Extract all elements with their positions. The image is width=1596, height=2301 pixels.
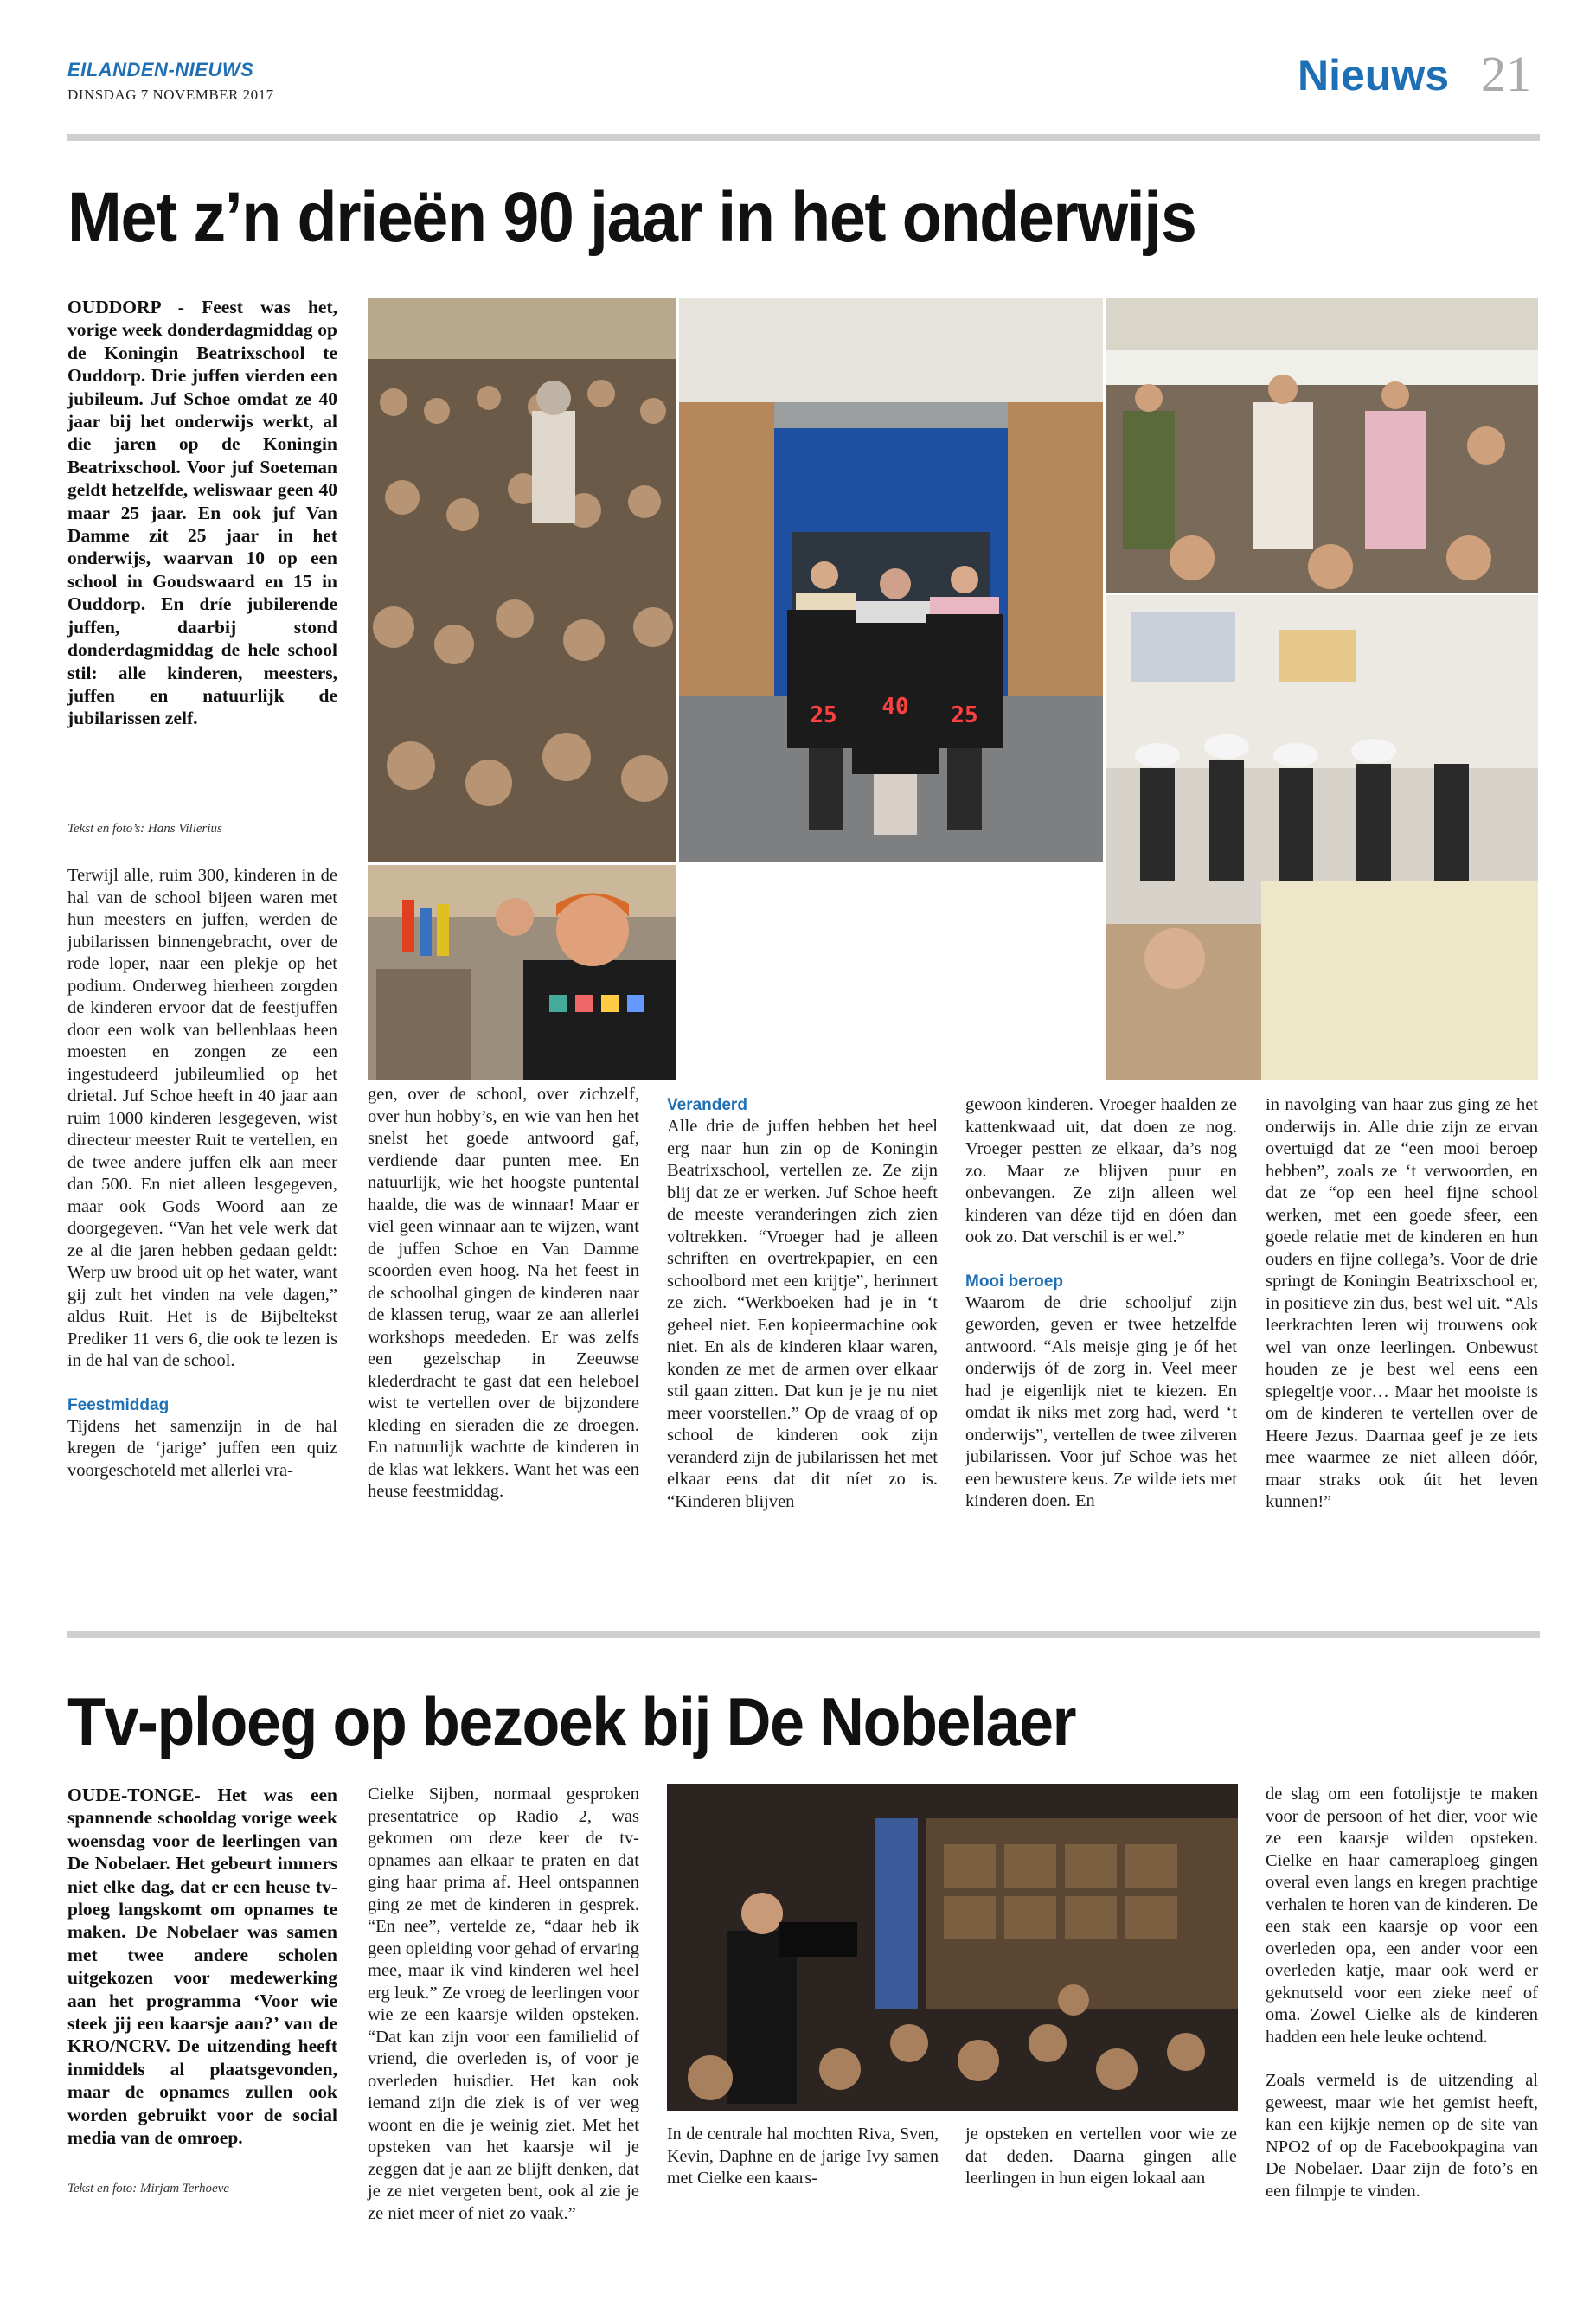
photo-hall-crowd-left — [368, 298, 676, 862]
photo-hall-celebration-right — [1106, 298, 1538, 593]
article1-subhead-mooi-beroep: Mooi beroep — [965, 1272, 1063, 1291]
article2-column-2 — [368, 1784, 639, 2225]
apron-number-right: 25 — [951, 702, 978, 728]
article2-col4-text: je opsteken en vertellen voor wie ze dat deden. Daarna gingen alle leerlingen in hun eigen lokaal aan — [965, 2125, 1237, 2188]
issue-date: DINSDAG 7 NOVEMBER 2017 — [67, 87, 274, 103]
article1-subhead-veranderd: Veranderd — [667, 1096, 747, 1114]
article2-column-5 — [1266, 1784, 1538, 2202]
header-divider — [67, 134, 1540, 141]
article1-col4-text: gewoon kinderen. Vroeger haalden ze kattenkwaad uit, dat doen ze nog. Vroeger pestten ze elkaar, da’s nog zo. Maar ze blijven puur en onbevangen. Ze zijn alleen wel kinderen van déze tijd en dóen dan ook zo. Dat verschil is er wel.” — [965, 1095, 1237, 1247]
article2-col2-text: Cielke Sijben, normaal gesproken presentatrice op Radio 2, was gekomen om deze keer de tv-opnames aan elkaar te praten en dat ging haar prima af. Heel ontspannen ging ze met de kinderen in gesprek. “En nee”, vertelde ze, “daar heb ik geen opleiding voor gehad of ervaring mee, maar ik vind kinderen wel heel erg leuk.” Ze vroeg de leerlingen voor wie ze een kaarsje wilden opsteken. “Dat kan zijn voor een familielid of vriend, die overleden is, of voor je overleden huisdier. Het kan ook iemand zijn die ziek is of ver weg woont en die je weinig ziet. Met het opsteken van het kaarsje wil je zeggen dat je aan ze blijft denken, dat je ze niet vergeten bent, ook al zie je ze niet meer of niet zo vaak.” — [368, 1785, 639, 2223]
article1-lead: OUDDORP - Feest was het, vorige week donderdagmiddag op de Koningin Beatrixschool te Ouddorp. Drie juffen vierden een jubileum. Juf Schoe omdat ze 40 jaar bij het onderwijs werkt, al die jaren op de Koningin Beatrixschool. Voor juf Soeteman geldt hetzelfde, weliswaar geen 40 maar 25 jaar. En ook juf Van Damme zit 25 jaar in het onderwijs, waarvan 10 op een school in Goudswaard en 15 in Ouddorp. En dríe jubilerende juffen, daarbij stond donderdagmiddag de hele school stil: alle kinderen, meesters, juffen en natuurlijk de jubilarissen zelf. — [67, 297, 337, 729]
article1-column-5 — [1266, 1094, 1538, 1514]
article1-column-2 — [368, 1084, 639, 1503]
article1-subhead-feestmiddag: Feestmiddag — [67, 1395, 170, 1414]
article1-credit: Tekst en foto’s: Hans Villerius — [67, 822, 222, 836]
article2-credit: Tekst en foto: Mirjam Terhoeve — [67, 2182, 229, 2195]
page-number: 21 — [1481, 46, 1531, 102]
article2-lead: OUDE-TONGE- Het was een spannende schooldag vorige week woensdag voor de leerlingen van De Nobelaer. Het gebeurt immers niet elke dag, dat er een heuse tv-ploeg langskomt om opnames te maken. De Nobelaer was samen met twee andere scholen uitgekozen voor medewerking aan het programma ‘Voor wie steek jij een kaarsje aan?’ van de KRO/NCRV. De uitzending heeft inmiddels al plaatsgevonden, maar de opnames zullen ook worden gebruikt voor de social media van de omroep. — [67, 1785, 337, 2149]
apron-number-left: 25 — [810, 702, 837, 728]
article-divider — [67, 1631, 1540, 1638]
masthead-logo: EILANDEN-NIEUWS — [67, 59, 254, 80]
article2-col5a-text: de slag om een fotolijstje te maken voor de persoon of het dier, voor wie ze een kaarsje wilden opsteken. Cielke en haar cameraploeg gingen overal even langs en kregen prachtige verhalen te horen van de kinderen. De een stak een kaarsje op voor een overleden opa, een ander voor een overleden katje, maar ook werd er geknutseld voor een zieke neef of oma. Zowel Cielke als de kinderen hadden een hele leuke ochtend. — [1266, 1785, 1538, 2047]
article1-col4b-text: Waarom de drie schooljuf zijn geworden, geven er twee hetzelfde antwoord. “Als meisje ging je óf het onderwijs óf de zorg in. Veel meer had je eigenlijk niet te kiezen. En omdat ik niks met zorg had, werd ‘t onderwijs”, vertellen de twee zilveren jubilarissen. Voor juf Schoe was het een bewustere keus. Ze wilde iets met kinderen doen. En — [965, 1292, 1237, 1510]
photo-classroom-boy — [368, 865, 676, 1080]
article1-col5-text: in navolging van haar zus ging ze het onderwijs in. Alle drie zijn ze ervan overtuigd dat ze “een mooi beroep hebben”, zoals ze ‘t verwoorden, en dat ze “op een heel fijne school werken, met een goede sfeer, een goede relatie met de kinderen en hun ouders en fijne collega’s. Voor de drie springt de Koningin Beatrixschool er, in positieve zin dus, best wel uit. “Als leerkrachten leren wij trouwens ook wel van onze leerlingen. Onbewust houden ze je best wel eens een spiegeltje voor… Maar het mooiste is om de kinderen te vertellen over de Heere Jezus. Daarnaa geef je ze iets mee waarmee ze niet alleen dóór, maar straks ook úit het leven kunnen!” — [1266, 1095, 1538, 1511]
photo-tv-crew-hall — [667, 1784, 1238, 2111]
article2-headline: Tv-ploeg op bezoek bij De Nobelaer — [67, 1683, 1076, 1759]
article1-col1b-text: Tijdens het samenzijn in de hal kregen de ‘jarige’ juffen een quiz voorgeschoteld met allerlei vra- — [67, 1416, 337, 1480]
photo-three-teachers-aprons — [679, 298, 1103, 862]
apron-number-center: 40 — [881, 694, 909, 720]
photo-zeeuwse-costume-group — [1106, 595, 1538, 1080]
article1-column-4 — [965, 1094, 1237, 1513]
article1-column-3 — [667, 1094, 938, 1513]
article2-photo-caption: In de centrale hal mochten Riva, Sven, Kevin, Daphne en de jarige Ivy samen met Cielke een kaars- — [667, 2125, 939, 2188]
article2-column-4 — [965, 2124, 1237, 2190]
article1-col2-text: gen, over de school, over zichzelf, over hun hobby’s, en wie van hen het snelst het goede antwoord gaf, verdiende daar punten mee. En natuurlijk, wie het hoogste puntental haalde, die was de winnaar! Maar er viel geen winnaar aan te wijzen, want de juffen Schoe en Van Damme scoorden even hoog. Na het feest in de schoolhal gingen de kinderen naar de klassen terug, waar ze aan allerlei workshops meededen. Er was zelfs een gezelschap in Zeeuwse klederdracht te gast dat een heleboel wist te vertellen over de bijzondere kleding en sieraden die ze droegen. En natuurlijk wachtte de kinderen in de klas wat lekkers. Want het was een heuse feestmiddag. — [368, 1085, 639, 1501]
section-title: Nieuws — [1298, 51, 1450, 99]
article1-col3-text: Alle drie de juffen hebben het heel erg naar hun zin op de Koningin Beatrixschool, vertellen ze. Ze zijn blij dat ze er werken. Juf Schoe heeft de meeste veranderingen zich zien voltrekken. “Vroeger had je alleen schriften en overtrekpapier, en een schoolbord met een krijtje”, herinnert ze zich. “Werkboeken had je in ‘t geheel niet. Een kopieermachine ook niet. En als de kinderen klaar waren, konden ze met de armen over elkaar stil gaan zitten. Dat kun je je nu niet meer voorstellen.” Op de vraag of op school de kinderen ook zijn veranderd zijn de jubilarissen het met elkaar eens dat dit níet zo is. “Kinderen blijven — [667, 1117, 938, 1511]
article1-headline: Met z’n drieën 90 jaar in het onderwijs — [67, 178, 1196, 257]
article2-col5b-text: Zoals vermeld is de uitzending al geweest, maar wie het gemist heeft, kan een kijkje nemen op de site van NPO2 of op de Facebookpagina van De Nobelaer. Daar zijn de foto’s en een filmpje te vinden. — [1266, 2071, 1538, 2201]
article1-column-1 — [67, 865, 337, 1482]
article1-col1-text: Terwijl alle, ruim 300, kinderen in de hal van de school bijeen waren met hun meesters en juffen, werden de jubilarissen binnengebracht, over de rode loper, naar een plekje op het podium. Onderweg hierheen zorgden de kinderen ervoor dat de feestjuffen door een wolk van bellenblaas heen moesten en zongen ze een ingestudeerd jubileumlied op het drietal. Juf Schoe heeft in 40 jaar aan ruim 1000 kinderen lesgegeven, wist directeur meester Ruit te vertellen, en de twee andere juffen elk aan meer dan 500. En niet alleen lesgegeven, maar ook Gods Woord aan ze doorgegeven. “Van het vele werk dat ze al die jaren hebben gedaan geldt: Werp uw brood uit op het water, want gij zult het vinden na vele dagen,” aldus Ruit. Het is de Bijbeltekst Prediker 11 vers 6, die ook te lezen is in de hal van de school. — [67, 866, 337, 1370]
